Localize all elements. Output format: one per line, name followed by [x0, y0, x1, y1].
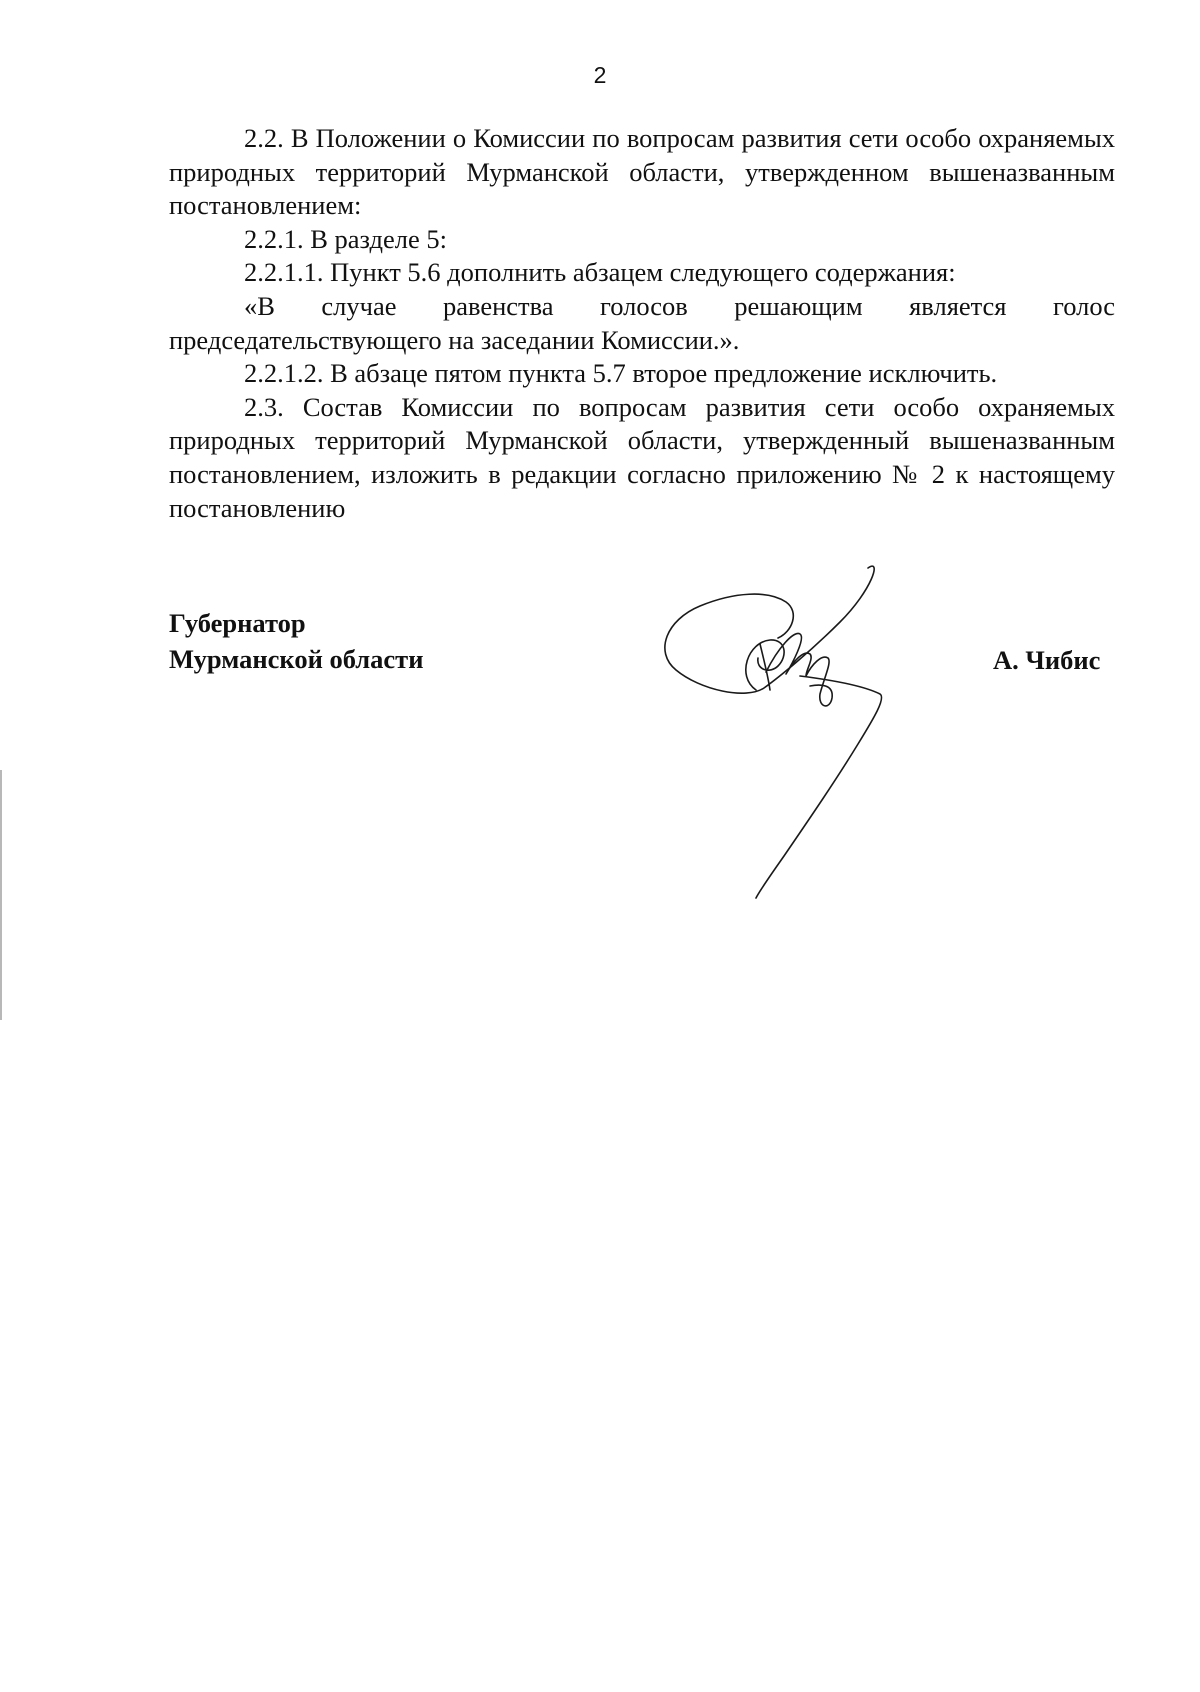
- scan-edge-mark: [0, 770, 2, 1020]
- paragraph-quote: «В случае равенства голосов решающим является голос председательствующего на заседании Комиссии.».: [169, 290, 1115, 355]
- page-number: 2: [593, 62, 607, 88]
- signatory-title: [169, 605, 423, 677]
- paragraph-2-3: 2.3. Состав Комиссии по вопросам развития сети особо охраняемых природных территорий Мурманской области, утвержденный вышеназванным постановлением, изложить в редакции согласно приложению № 2 к настоящему постановлению: [169, 391, 1115, 523]
- signatory-title-line1: Губернатор: [169, 608, 306, 638]
- signatory-name: А. Чибис: [993, 645, 1101, 675]
- paragraph-2-2-1-2: 2.2.1.2. В абзаце пятом пункта 5.7 второе предложение исключить.: [244, 358, 998, 389]
- paragraph-2-2-1-1: 2.2.1.1. Пункт 5.6 дополнить абзацем следующего содержания:: [244, 257, 956, 288]
- paragraph-2-2-1: 2.2.1. В разделе 5:: [244, 223, 448, 254]
- document-body: [169, 122, 1115, 525]
- handwritten-signature: [660, 560, 920, 900]
- signatory-title-line2: Мурманской области: [169, 644, 424, 674]
- paragraph-2-2: 2.2. В Положении о Комиссии по вопросам развития сети особо охраняемых природных территорий Мурманской области, утвержденном вышеназванным постановлением:: [169, 123, 1115, 221]
